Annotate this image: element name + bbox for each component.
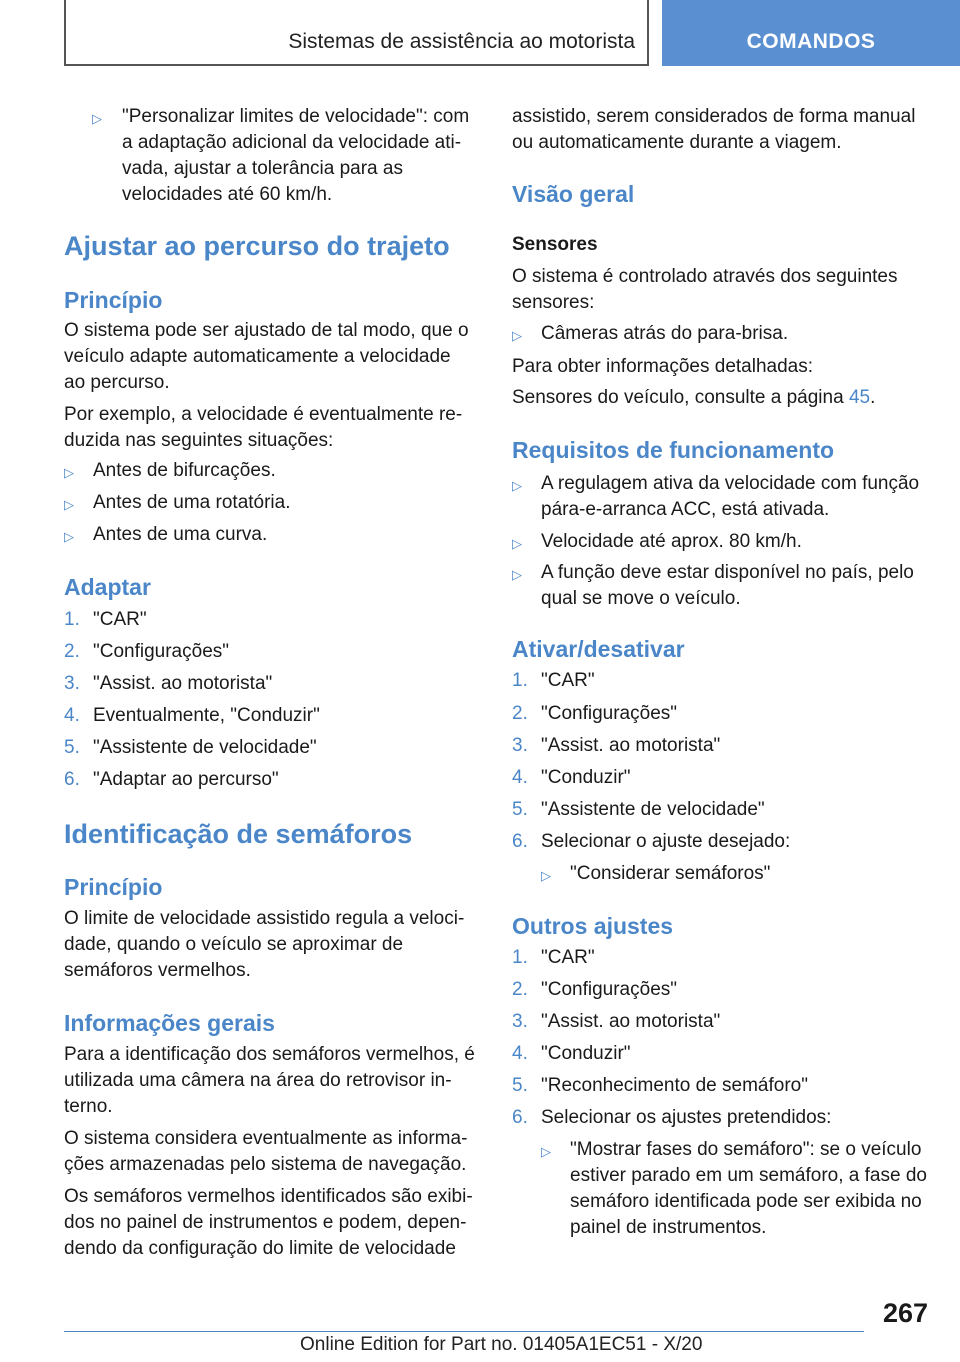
list-item-outros-2: 2. "Configurações": [512, 979, 678, 1000]
paragraph-exemplo: Por exemplo, a velocidade é eventualmente reduzida nas seguintes situações:: [64, 404, 463, 451]
heading-ativar-desativar: Ativar/desativar: [512, 636, 685, 662]
list-item-ativar-4: 4. "Conduzir": [512, 767, 631, 788]
heading-identificacao-semaforos: Identificação de semáforos: [64, 819, 413, 849]
list-item-adaptar-2: 2. "Configurações": [64, 641, 230, 662]
list-item-ativar-5: 5. "Assistente de velocidade": [512, 799, 765, 820]
list-item-ativar-sub: ▷ "Considerar semáforos": [512, 861, 928, 887]
bullet-marker-icon: ▷: [512, 567, 522, 582]
heading-sensores: Sensores: [512, 234, 598, 255]
heading-ajustar-percurso: Ajustar ao percurso do trajeto: [64, 231, 450, 261]
bullet-marker-icon: ▷: [541, 868, 551, 883]
list-item-outros-4: 4. "Conduzir": [512, 1043, 631, 1064]
paragraph-info-1: Para a identificação dos semáforos vermelhos, é utilizada uma câmera na área do retrovisor interno.: [64, 1044, 475, 1117]
list-item-requisito-3: ▷ A função deve estar disponível no país, pelo qual se move o veículo.: [512, 562, 914, 609]
list-item-outros-1: 1. "CAR": [512, 947, 595, 968]
paragraph-sensores-ref: Sensores do veículo, consulte a página 45.: [512, 387, 876, 408]
header-section-box: [64, 0, 649, 66]
list-item-ativar-6: 6. Selecionar o ajuste desejado:: [512, 831, 791, 852]
heading-informacoes-gerais: Informações gerais: [64, 1010, 275, 1036]
footer-edition: Online Edition for Part no. 01405A1EC51 - X/20: [300, 1334, 703, 1355]
bullet-marker-icon: ▷: [512, 328, 522, 343]
list-item-situacao-2: ▷ Antes de uma rotatória.: [64, 490, 476, 516]
list-item-situacao-3: ▷ Antes de uma curva.: [64, 522, 476, 548]
footer-divider: [64, 1331, 864, 1332]
list-item-adaptar-1: 1. "CAR": [64, 609, 147, 630]
heading-adaptar: Adaptar: [64, 574, 151, 600]
list-item-ativar-3: 3. "Assist. ao motorista": [512, 735, 721, 756]
bullet-personalizar: ▷ "Personalizar limites de velocidade": com a adaptação adicional da velocidade ativada, ajustar a tolerância para as velocidades até 60 km/h.: [92, 106, 470, 205]
chapter-tab[interactable]: [662, 0, 960, 66]
bullet-marker-icon: ▷: [64, 465, 74, 480]
list-item-requisito-2: ▷ Velocidade até aprox. 80 km/h.: [512, 529, 928, 555]
heading-requisitos: Requisitos de funcionamento: [512, 437, 835, 463]
heading-principio-2: Princípio: [64, 874, 163, 900]
list-item-cameras: ▷ Câmeras atrás do para-brisa.: [512, 321, 928, 347]
list-item-outros-6: 6. Selecionar os ajustes pretendidos:: [512, 1107, 832, 1128]
list-item-adaptar-4: 4. Eventualmente, "Conduzir": [64, 705, 320, 726]
paragraph-info-3: Os semáforos vermelhos identificados são exibidos no painel de instrumentos e podem, dependendo da configuração do limite de velocidade: [64, 1186, 473, 1259]
paragraph-sensores: O sistema é controlado através dos seguintes sensores:: [512, 266, 898, 313]
list-item-adaptar-6: 6. "Adaptar ao percurso": [64, 769, 279, 790]
list-item-outros-sub: ▷ "Mostrar fases do semáforo": se o veículo estiver parado em um semáforo, a fase do semáforo identificada pode ser exibida no painel de instrumentos.: [541, 1139, 927, 1238]
bullet-marker-icon: ▷: [92, 111, 102, 126]
list-item-outros-5: 5. "Reconhecimento de semáforo": [512, 1075, 808, 1096]
paragraph-principio-1: O sistema pode ser ajustado de tal modo, que o veículo adapte automaticamente a velocidade ao percurso.: [64, 320, 469, 393]
bullet-marker-icon: ▷: [512, 536, 522, 551]
page-reference-link[interactable]: 45: [848, 387, 871, 408]
heading-principio-1: Princípio: [64, 287, 163, 313]
chapter-tab-label: COMANDOS: [746, 30, 876, 53]
list-item-requisito-1: ▷ A regulagem ativa da velocidade com função pára-e-arranca ACC, está ativada.: [512, 473, 920, 520]
paragraph-continuation: assistido, serem considerados de forma manual ou automaticamente durante a viagem.: [512, 106, 916, 153]
bullet-marker-icon: ▷: [541, 1144, 551, 1159]
list-item-adaptar-3: 3. "Assist. ao motorista": [64, 673, 273, 694]
list-item-ativar-2: 2. "Configurações": [512, 703, 678, 724]
paragraph-info-2: O sistema considera eventualmente as informações armazenadas pelo sistema de navegação.: [64, 1128, 468, 1175]
list-item-ativar-1: 1. "CAR": [512, 670, 595, 691]
section-title: Sistemas de assistência ao motorista: [288, 30, 635, 53]
bullet-marker-icon: ▷: [64, 497, 74, 512]
page-number: 267: [882, 1298, 928, 1328]
list-item-outros-3: 3. "Assist. ao motorista": [512, 1011, 721, 1032]
bullet-marker-icon: ▷: [512, 478, 522, 493]
heading-outros-ajustes: Outros ajustes: [512, 913, 674, 939]
paragraph-principio-2: O limite de velocidade assistido regula a velocidade, quando o veículo se aproximar de semáforos vermelhos.: [64, 908, 465, 981]
list-item-adaptar-5: 5. "Assistente de velocidade": [64, 737, 317, 758]
paragraph-info-detalhada: Para obter informações detalhadas:: [512, 356, 814, 377]
list-item-situacao-1: ▷ Antes de bifurcações.: [64, 458, 476, 484]
bullet-marker-icon: ▷: [64, 529, 74, 544]
heading-visao-geral: Visão geral: [512, 181, 635, 207]
